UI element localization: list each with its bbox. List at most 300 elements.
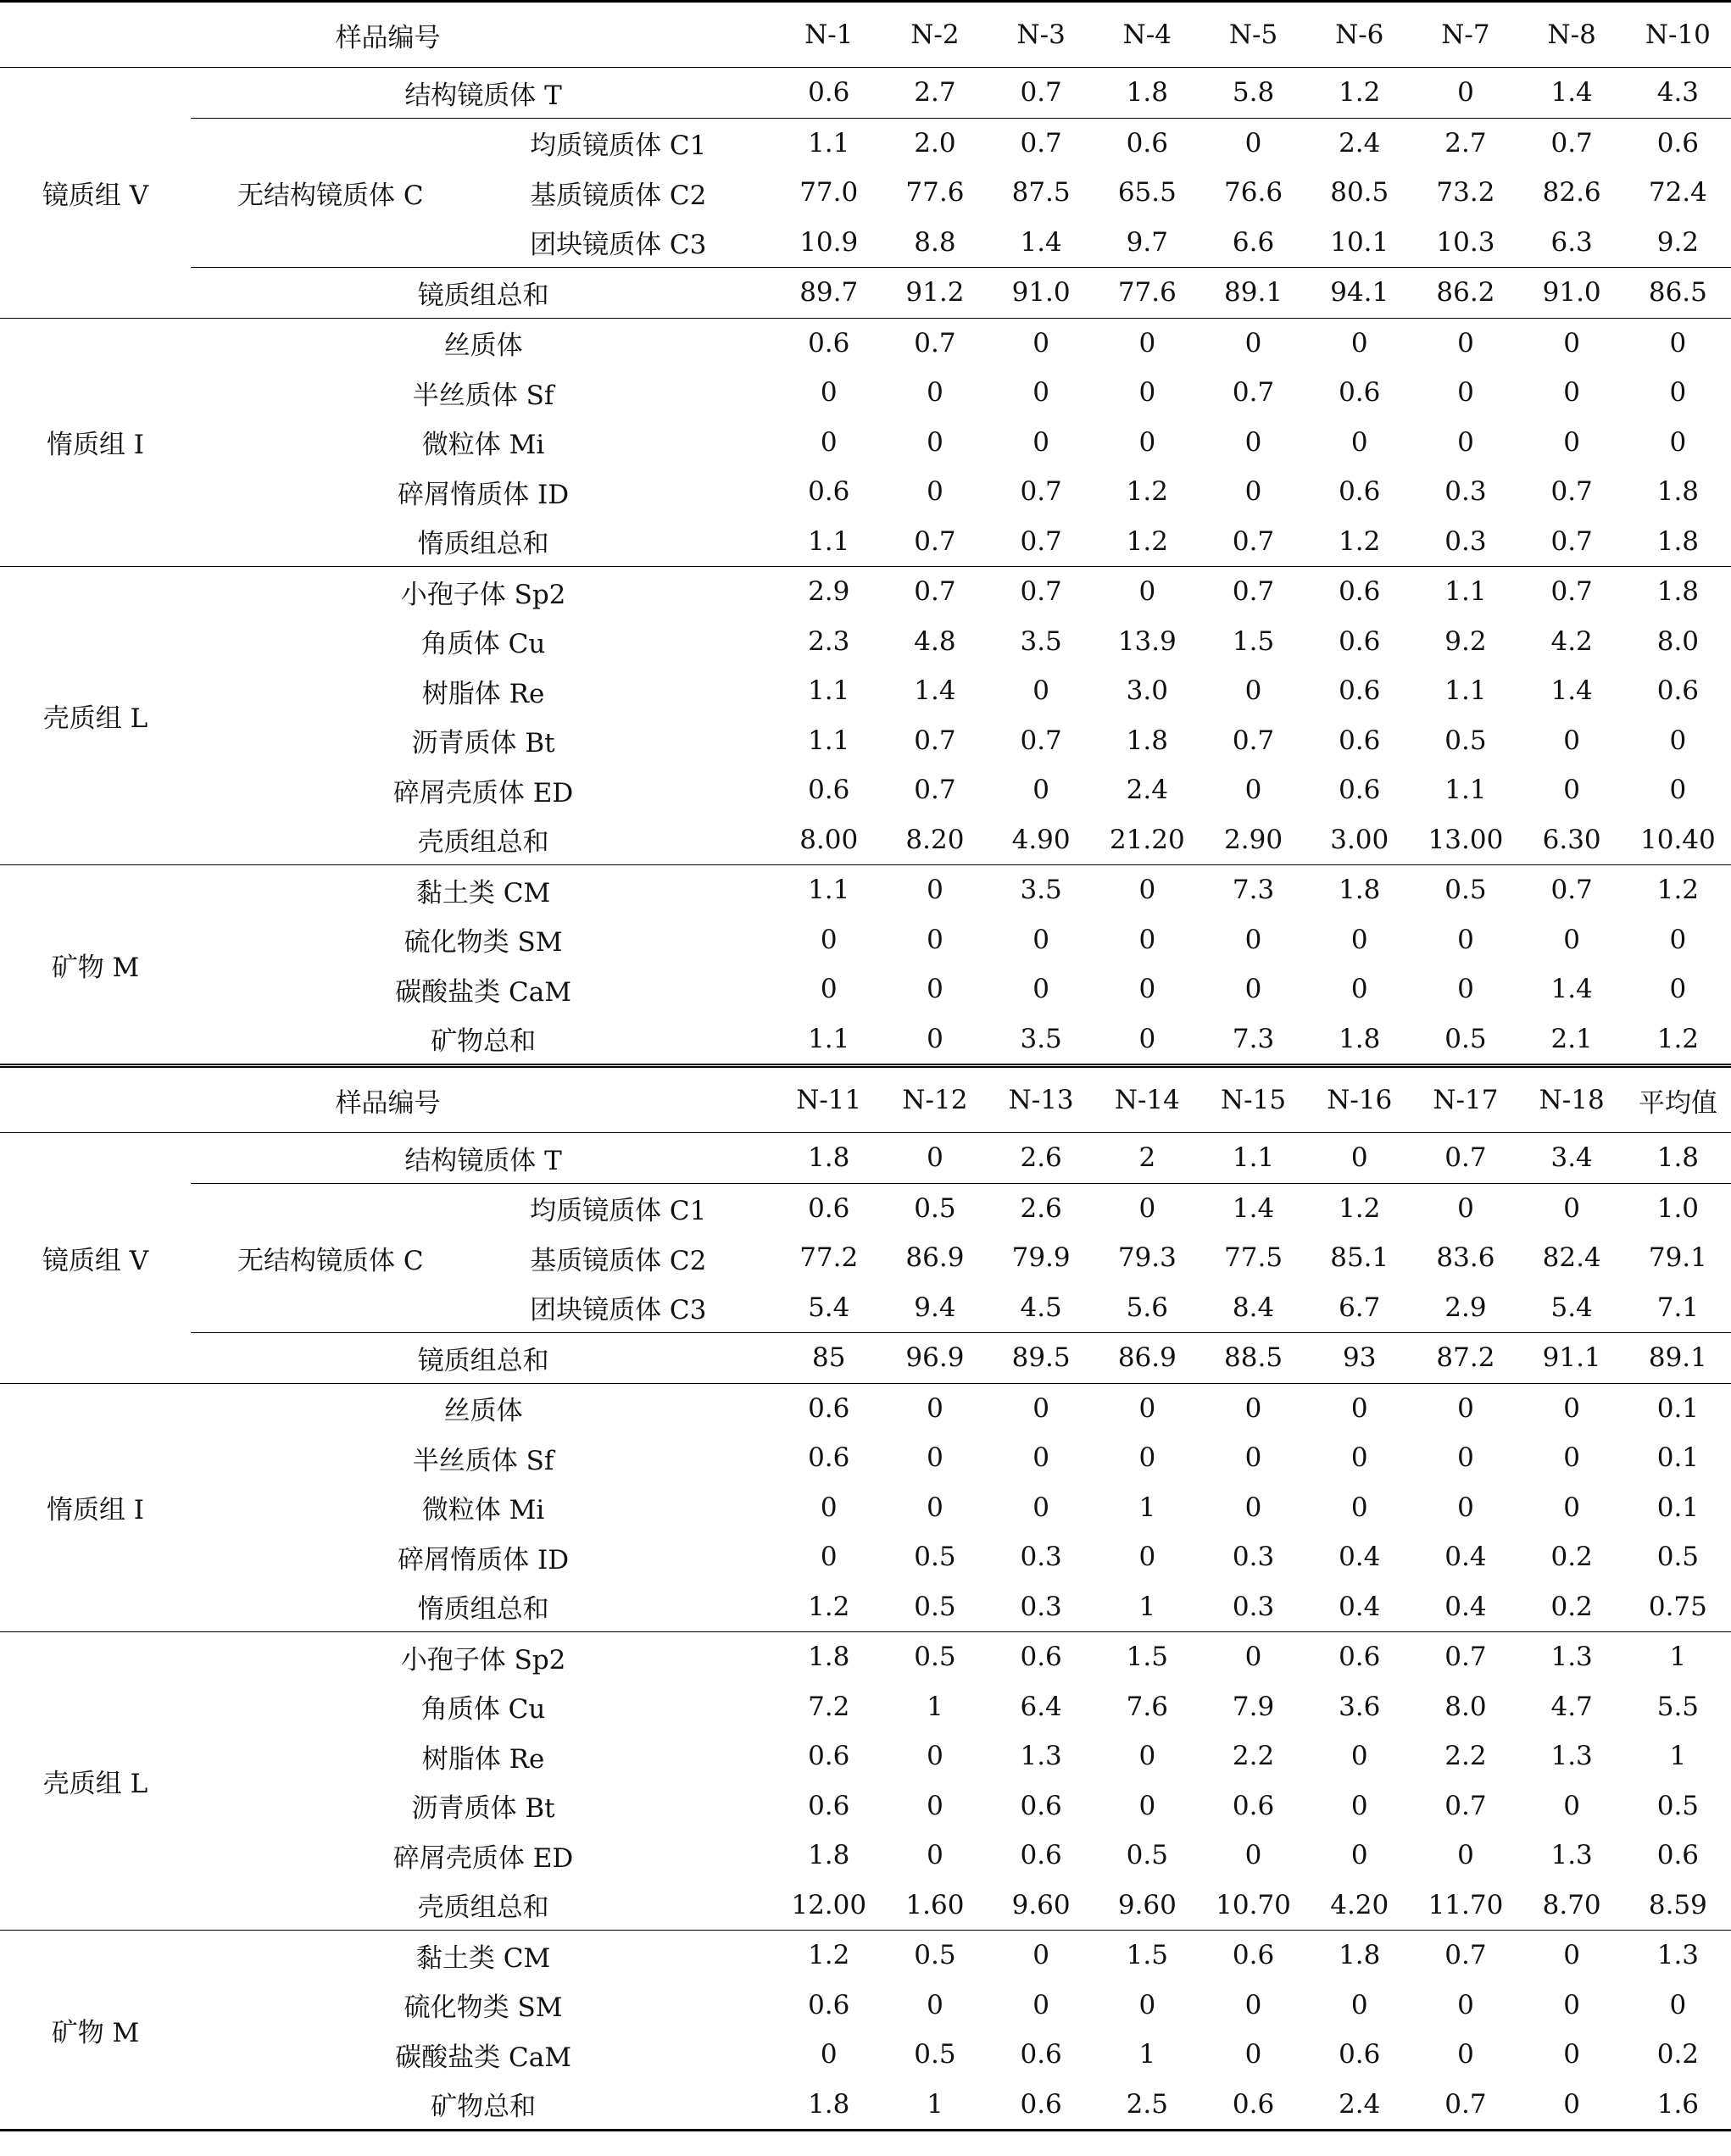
inertinite-row-label: 半丝质体 Sf bbox=[412, 380, 554, 411]
telinite-label: 结构镜质体 T bbox=[191, 1133, 776, 1184]
mineral-value: 0 bbox=[1669, 974, 1687, 1005]
liptinite-row-label: 碎屑壳质体 ED bbox=[392, 777, 574, 808]
inertinite-value: 0 bbox=[882, 1383, 988, 1433]
inertinite-group-label: 惰质组 I bbox=[0, 318, 191, 567]
liptinite-value: 11.70 bbox=[1428, 1889, 1504, 1920]
mineral-value: 0 bbox=[1457, 924, 1474, 955]
liptinite-value: 2.3 bbox=[808, 625, 850, 657]
liptinite-row-label: 小孢子体 Sp2 bbox=[191, 1632, 776, 1682]
mineral-value: 0 bbox=[927, 924, 943, 955]
mineral-group-label: 矿物 M bbox=[0, 1931, 191, 2131]
table-row bbox=[0, 865, 1731, 915]
inertinite-value: 0 bbox=[1457, 377, 1474, 408]
c3-value: 5.4 bbox=[1550, 1292, 1593, 1323]
liptinite-value: 0.7 bbox=[882, 567, 988, 617]
c3-value: 6.6 bbox=[1232, 226, 1275, 258]
mineral-value: 0.6 bbox=[808, 1989, 850, 2020]
c2-value: 72.4 bbox=[1648, 177, 1707, 208]
liptinite-row-label: 树脂体 Re bbox=[421, 1743, 545, 1775]
column-header: N-15 bbox=[1200, 1066, 1306, 1133]
liptinite-value: 0 bbox=[1350, 1741, 1368, 1772]
liptinite-value: 1.1 bbox=[1412, 567, 1518, 617]
inertinite-value: 1.2 bbox=[1339, 525, 1381, 557]
inertinite-value: 0 bbox=[1244, 1492, 1262, 1523]
c2-label: 基质镜质体 C2 bbox=[530, 180, 707, 211]
c1-value: 2.6 bbox=[988, 1183, 1094, 1233]
inertinite-value: 0 bbox=[1669, 377, 1687, 408]
liptinite-value: 9.60 bbox=[1117, 1889, 1177, 1920]
liptinite-value: 0 bbox=[1032, 775, 1049, 806]
mineral-value: 0.6 bbox=[988, 2080, 1094, 2131]
liptinite-value: 8.59 bbox=[1648, 1889, 1707, 1920]
column-header: N-3 bbox=[988, 2, 1094, 68]
c1-value: 0.6 bbox=[1625, 118, 1731, 168]
inertinite-value: 0.7 bbox=[882, 318, 988, 368]
inertinite-row-label: 微粒体 Mi bbox=[421, 1495, 545, 1526]
inertinite-value: 1.8 bbox=[1656, 525, 1700, 557]
telinite-value: 5.8 bbox=[1200, 68, 1306, 119]
mineral-value: 0 bbox=[1457, 1989, 1474, 2020]
column-header: N-14 bbox=[1094, 1066, 1200, 1133]
liptinite-value: 4.8 bbox=[914, 625, 956, 657]
liptinite-value: 8.0 bbox=[1444, 1691, 1487, 1722]
vitrinite-total-value: 89.1 bbox=[1200, 268, 1306, 319]
inertinite-value: 0 bbox=[1563, 426, 1581, 458]
inertinite-value: 0 bbox=[1032, 426, 1049, 458]
liptinite-value: 0 bbox=[1669, 775, 1687, 806]
liptinite-value: 1.5 bbox=[1232, 625, 1275, 657]
mineral-value: 0 bbox=[882, 865, 988, 915]
mineral-value: 0 bbox=[1138, 924, 1156, 955]
inertinite-value: 1.8 bbox=[1656, 476, 1700, 508]
liptinite-value: 7.9 bbox=[1232, 1691, 1275, 1722]
mineral-value: 1 bbox=[882, 2080, 988, 2131]
inertinite-value: 0.6 bbox=[808, 476, 850, 508]
mineral-value: 0 bbox=[1563, 1989, 1581, 2020]
mineral-value: 1.3 bbox=[1625, 1931, 1731, 1981]
mineral-value: 0 bbox=[927, 974, 943, 1005]
c2-value: 83.6 bbox=[1436, 1242, 1495, 1274]
liptinite-value: 2.4 bbox=[1126, 775, 1168, 806]
table-row bbox=[0, 765, 1731, 815]
column-header: N-4 bbox=[1094, 2, 1200, 68]
telinite-value: 1.8 bbox=[1625, 1133, 1731, 1184]
inertinite-value: 0 bbox=[1244, 476, 1262, 508]
mineral-value: 0 bbox=[1519, 1931, 1625, 1981]
c3-value: 6.7 bbox=[1339, 1292, 1381, 1323]
liptinite-value: 1.3 bbox=[1020, 1741, 1062, 1772]
inertinite-value: 0.7 bbox=[1550, 476, 1593, 508]
column-header: N-13 bbox=[988, 1066, 1094, 1133]
mineral-value: 0 bbox=[1350, 924, 1368, 955]
telinite-value: 0 bbox=[1306, 1133, 1412, 1184]
c3-value: 2.9 bbox=[1444, 1292, 1487, 1323]
liptinite-value: 4.2 bbox=[1550, 625, 1593, 657]
liptinite-value: 0.6 bbox=[1306, 1632, 1412, 1682]
mineral-value: 0 bbox=[1244, 924, 1262, 955]
mineral-value: 0.6 bbox=[1020, 2039, 1062, 2070]
inertinite-row-label: 丝质体 bbox=[191, 318, 776, 368]
c3-value: 9.2 bbox=[1656, 226, 1700, 258]
inertinite-value: 0.3 bbox=[1444, 525, 1487, 557]
mineral-value: 0 bbox=[1032, 974, 1049, 1005]
liptinite-value: 0 bbox=[1563, 725, 1581, 756]
liptinite-value: 0.6 bbox=[988, 1632, 1094, 1682]
c2-value: 79.9 bbox=[1011, 1242, 1071, 1274]
inertinite-value: 0 bbox=[1457, 426, 1474, 458]
inertinite-value: 0.5 bbox=[914, 1591, 956, 1622]
liptinite-value: 0 bbox=[1457, 1840, 1474, 1871]
inertinite-value: 0.1 bbox=[1656, 1492, 1700, 1523]
liptinite-group-label: 壳质组 L bbox=[0, 567, 191, 865]
table-row bbox=[0, 418, 1731, 468]
telinite-value: 4.3 bbox=[1625, 68, 1731, 119]
inertinite-value: 0.2 bbox=[1550, 1542, 1593, 1573]
mineral-value: 0.5 bbox=[882, 1931, 988, 1981]
inertinite-value: 0.7 bbox=[1232, 377, 1275, 408]
c3-value: 5.6 bbox=[1126, 1292, 1168, 1323]
inertinite-value: 0 bbox=[1032, 1442, 1049, 1474]
mineral-value: 2.5 bbox=[1094, 2080, 1200, 2131]
liptinite-value: 21.20 bbox=[1109, 824, 1185, 855]
inertinite-value: 1.2 bbox=[1126, 525, 1168, 557]
inertinite-value: 0 bbox=[1563, 1442, 1581, 1474]
liptinite-row-label: 角质体 Cu bbox=[420, 629, 546, 660]
table-row bbox=[0, 1333, 1731, 1384]
liptinite-value: 0.6 bbox=[808, 1741, 850, 1772]
c3-value: 10.3 bbox=[1436, 226, 1495, 258]
mineral-value: 0 bbox=[1350, 974, 1368, 1005]
inertinite-value: 0 bbox=[1350, 1442, 1368, 1474]
liptinite-value: 4.7 bbox=[1550, 1691, 1593, 1722]
mineral-value: 0 bbox=[1563, 2039, 1581, 2070]
inertinite-value: 0.3 bbox=[1232, 1542, 1275, 1573]
telinite-value: 2.6 bbox=[988, 1133, 1094, 1184]
collinite-label: 无结构镜质体 C bbox=[191, 1183, 521, 1333]
liptinite-value: 0.7 bbox=[914, 775, 956, 806]
liptinite-value: 0.5 bbox=[882, 1632, 988, 1682]
inertinite-value: 0 bbox=[1244, 1442, 1262, 1474]
mineral-value: 3.5 bbox=[988, 865, 1094, 915]
c2-value: 80.5 bbox=[1330, 177, 1389, 208]
inertinite-row-label: 半丝质体 Sf bbox=[412, 1445, 554, 1476]
c1-value: 2.4 bbox=[1306, 118, 1412, 168]
liptinite-row-label: 碎屑壳质体 ED bbox=[392, 1842, 574, 1874]
vitrinite-total-value: 86.9 bbox=[1094, 1333, 1200, 1384]
inertinite-row-label: 碎屑惰质体 ID bbox=[398, 1544, 570, 1575]
c3-value: 8.8 bbox=[914, 226, 956, 258]
mineral-value: 1.8 bbox=[1339, 1023, 1381, 1054]
liptinite-value: 1 bbox=[1669, 1741, 1687, 1772]
liptinite-value: 6.4 bbox=[1020, 1691, 1062, 1722]
liptinite-value: 13.9 bbox=[1117, 625, 1177, 657]
inertinite-value: 0.3 bbox=[1020, 1591, 1062, 1622]
c1-value: 0 bbox=[1094, 1183, 1200, 1233]
c3-value: 9.4 bbox=[914, 1292, 956, 1323]
telinite-value: 2.7 bbox=[882, 68, 988, 119]
mineral-value: 0.5 bbox=[1412, 865, 1518, 915]
telinite-value: 1.1 bbox=[1200, 1133, 1306, 1184]
inertinite-value: 0 bbox=[1032, 377, 1049, 408]
table-row bbox=[0, 666, 1731, 716]
vitrinite-total-value: 91.1 bbox=[1519, 1333, 1625, 1384]
mineral-value: 0 bbox=[1138, 1023, 1156, 1054]
liptinite-row-label: 沥青质体 Bt bbox=[411, 728, 555, 759]
mineral-value: 0 bbox=[820, 974, 838, 1005]
liptinite-value: 9.60 bbox=[1011, 1889, 1071, 1920]
inertinite-value: 0.7 bbox=[1020, 525, 1062, 557]
table-row bbox=[0, 1831, 1731, 1881]
table-row bbox=[0, 318, 1731, 368]
c1-value: 2.7 bbox=[1412, 118, 1518, 168]
vitrinite-total-value: 77.6 bbox=[1094, 268, 1200, 319]
mineral-row-label: 矿物总和 bbox=[431, 1026, 537, 1058]
mineral-value: 0 bbox=[1138, 974, 1156, 1005]
liptinite-value: 12.00 bbox=[791, 1889, 867, 1920]
liptinite-value: 0 bbox=[1350, 1840, 1368, 1871]
inertinite-value: 0.5 bbox=[1656, 1542, 1700, 1573]
liptinite-value: 0 bbox=[1244, 1840, 1262, 1871]
liptinite-value: 1.1 bbox=[808, 725, 850, 756]
liptinite-value: 1.60 bbox=[905, 1889, 965, 1920]
table-row bbox=[0, 1881, 1731, 1931]
c3-value: 10.9 bbox=[799, 226, 859, 258]
inertinite-row-label: 碎屑惰质体 ID bbox=[398, 479, 570, 510]
inertinite-value: 0 bbox=[1519, 1383, 1625, 1433]
inertinite-value: 0.7 bbox=[1550, 525, 1593, 557]
mineral-value: 1.8 bbox=[776, 2080, 882, 2131]
inertinite-value: 0 bbox=[820, 1542, 838, 1573]
telinite-value: 0.7 bbox=[988, 68, 1094, 119]
mineral-value: 0.6 bbox=[1339, 2039, 1381, 2070]
table-row bbox=[0, 1183, 1731, 1233]
liptinite-value: 0.7 bbox=[1519, 567, 1625, 617]
c1-label: 均质镜质体 C1 bbox=[521, 1183, 776, 1233]
mineral-row-label: 硫化物类 SM bbox=[404, 927, 563, 959]
c1-value: 1.0 bbox=[1625, 1183, 1731, 1233]
mineral-value: 1.4 bbox=[1550, 974, 1593, 1005]
mineral-row-label: 黏土类 CM bbox=[191, 1931, 776, 1981]
inertinite-value: 0.3 bbox=[1020, 1542, 1062, 1573]
liptinite-value: 0 bbox=[927, 1741, 943, 1772]
liptinite-value: 1 bbox=[927, 1691, 943, 1722]
sample-id-header: 样品编号 bbox=[0, 2, 776, 68]
inertinite-value: 0 bbox=[1350, 426, 1368, 458]
column-header: N-11 bbox=[776, 1066, 882, 1133]
mineral-value: 0 bbox=[820, 924, 838, 955]
c3-label: 团块镜质体 C3 bbox=[530, 230, 707, 261]
table-row bbox=[0, 68, 1731, 119]
table-row bbox=[0, 2080, 1731, 2131]
table-row bbox=[0, 467, 1731, 517]
vitrinite-total-value: 87.2 bbox=[1412, 1333, 1518, 1384]
c2-value: 87.5 bbox=[1011, 177, 1071, 208]
liptinite-value: 0.6 bbox=[1656, 1840, 1700, 1871]
vitrinite-total-value: 91.0 bbox=[988, 268, 1094, 319]
liptinite-value: 1.8 bbox=[808, 1840, 850, 1871]
c3-value: 10.1 bbox=[1330, 226, 1389, 258]
inertinite-value: 0 bbox=[927, 426, 943, 458]
liptinite-value: 0.6 bbox=[1339, 675, 1381, 707]
liptinite-value: 0.7 bbox=[1200, 567, 1306, 617]
table-row bbox=[0, 1781, 1731, 1831]
liptinite-value: 0.7 bbox=[988, 567, 1094, 617]
mineral-row-label: 碳酸盐类 CaM bbox=[395, 2042, 571, 2073]
liptinite-value: 2.2 bbox=[1444, 1741, 1487, 1772]
liptinite-value: 4.20 bbox=[1330, 1889, 1389, 1920]
liptinite-value: 0.6 bbox=[808, 775, 850, 806]
liptinite-value: 0.6 bbox=[1306, 567, 1412, 617]
inertinite-value: 1 bbox=[1138, 1591, 1156, 1622]
mineral-value: 0 bbox=[1244, 1989, 1262, 2020]
telinite-value: 1.4 bbox=[1519, 68, 1625, 119]
c2-value: 77.5 bbox=[1224, 1242, 1283, 1274]
inertinite-value: 0 bbox=[1094, 318, 1200, 368]
vitrinite-total-value: 85 bbox=[776, 1333, 882, 1384]
telinite-label: 结构镜质体 T bbox=[191, 68, 776, 119]
table-row bbox=[0, 1931, 1731, 1981]
liptinite-value: 8.20 bbox=[905, 824, 965, 855]
c1-label: 均质镜质体 C1 bbox=[521, 118, 776, 168]
column-header: N-7 bbox=[1412, 2, 1518, 68]
table-row bbox=[0, 2030, 1731, 2080]
liptinite-value: 0.5 bbox=[1444, 725, 1487, 756]
liptinite-value: 1.1 bbox=[1444, 775, 1487, 806]
vitrinite-total-value: 94.1 bbox=[1306, 268, 1412, 319]
c2-value: 76.6 bbox=[1224, 177, 1283, 208]
mineral-row-label: 碳酸盐类 CaM bbox=[395, 976, 571, 1008]
liptinite-value: 0 bbox=[1350, 1790, 1368, 1821]
inertinite-value: 0 bbox=[927, 1442, 943, 1474]
liptinite-value: 4.90 bbox=[1011, 824, 1071, 855]
column-header: N-12 bbox=[882, 1066, 988, 1133]
table-row bbox=[0, 517, 1731, 567]
liptinite-value: 7.6 bbox=[1126, 1691, 1168, 1722]
c2-label: 基质镜质体 C2 bbox=[530, 1245, 707, 1276]
inertinite-value: 0 bbox=[1306, 318, 1412, 368]
liptinite-value: 1.3 bbox=[1550, 1741, 1593, 1772]
inertinite-row-label: 惰质组总和 bbox=[417, 529, 549, 560]
c2-value: 82.6 bbox=[1542, 177, 1601, 208]
telinite-value: 2 bbox=[1094, 1133, 1200, 1184]
inertinite-value: 0.7 bbox=[914, 525, 956, 557]
table-row bbox=[0, 567, 1731, 617]
c1-value: 0 bbox=[1519, 1183, 1625, 1233]
table-row bbox=[0, 1632, 1731, 1682]
inertinite-value: 0 bbox=[1457, 1492, 1474, 1523]
inertinite-value: 0 bbox=[1138, 1442, 1156, 1474]
telinite-value: 1.8 bbox=[1094, 68, 1200, 119]
mineral-value: 1.6 bbox=[1625, 2080, 1731, 2131]
mineral-value: 1.1 bbox=[808, 1023, 850, 1054]
liptinite-value: 1.5 bbox=[1094, 1632, 1200, 1682]
inertinite-value: 1.1 bbox=[808, 525, 850, 557]
liptinite-value: 0.7 bbox=[914, 725, 956, 756]
mineral-value: 0.7 bbox=[1412, 1931, 1518, 1981]
mineral-value: 1.1 bbox=[776, 865, 882, 915]
mineral-value: 0.7 bbox=[1519, 865, 1625, 915]
liptinite-value: 1.1 bbox=[808, 675, 850, 707]
liptinite-value: 0.7 bbox=[1020, 725, 1062, 756]
c1-value: 0 bbox=[1200, 118, 1306, 168]
mineral-value: 0 bbox=[1457, 2039, 1474, 2070]
liptinite-value: 0.6 bbox=[808, 1790, 850, 1821]
c1-value: 0.5 bbox=[882, 1183, 988, 1233]
inertinite-value: 0 bbox=[1306, 1383, 1412, 1433]
mineral-value: 0.6 bbox=[1200, 2080, 1306, 2131]
liptinite-row-label: 树脂体 Re bbox=[421, 678, 545, 709]
liptinite-value: 9.2 bbox=[1444, 625, 1487, 657]
c2-value: 85.1 bbox=[1330, 1242, 1389, 1274]
liptinite-value: 10.40 bbox=[1640, 824, 1716, 855]
c1-value: 1.4 bbox=[1200, 1183, 1306, 1233]
telinite-value: 3.4 bbox=[1519, 1133, 1625, 1184]
liptinite-value: 3.5 bbox=[1020, 625, 1062, 657]
liptinite-value: 1.4 bbox=[914, 675, 956, 707]
liptinite-value: 0.7 bbox=[1232, 725, 1275, 756]
table-row bbox=[0, 1731, 1731, 1781]
inertinite-value: 0.7 bbox=[1232, 525, 1275, 557]
liptinite-value: 0.6 bbox=[1656, 675, 1700, 707]
liptinite-value: 1.3 bbox=[1550, 1840, 1593, 1871]
table-row bbox=[0, 118, 1731, 168]
inertinite-value: 0 bbox=[1563, 377, 1581, 408]
inertinite-value: 0.6 bbox=[776, 1383, 882, 1433]
mineral-row-label: 矿物总和 bbox=[191, 2080, 776, 2131]
vitrinite-total-value: 96.9 bbox=[882, 1333, 988, 1384]
column-header: N-17 bbox=[1412, 1066, 1518, 1133]
liptinite-value: 0 bbox=[927, 1840, 943, 1871]
liptinite-value: 1.3 bbox=[1519, 1632, 1625, 1682]
mineral-value: 0 bbox=[988, 1931, 1094, 1981]
mineral-value: 7.3 bbox=[1232, 1023, 1275, 1054]
inertinite-value: 0.6 bbox=[1339, 377, 1381, 408]
mineral-value: 0 bbox=[1669, 1989, 1687, 2020]
mineral-value: 7.3 bbox=[1200, 865, 1306, 915]
inertinite-value: 0 bbox=[927, 377, 943, 408]
liptinite-value: 1.1 bbox=[1444, 675, 1487, 707]
telinite-value: 0 bbox=[1412, 68, 1518, 119]
mineral-value: 0 bbox=[1457, 974, 1474, 1005]
inertinite-value: 0 bbox=[1350, 1492, 1368, 1523]
column-header: N-2 bbox=[882, 2, 988, 68]
inertinite-value: 0 bbox=[1138, 426, 1156, 458]
inertinite-value: 0.2 bbox=[1550, 1591, 1593, 1622]
table-row bbox=[0, 1682, 1731, 1732]
inertinite-value: 0 bbox=[1669, 426, 1687, 458]
mineral-value: 0 bbox=[927, 1989, 943, 2020]
liptinite-value: 3.0 bbox=[1126, 675, 1168, 707]
liptinite-value: 2.2 bbox=[1232, 1741, 1275, 1772]
table-row bbox=[0, 1582, 1731, 1632]
inertinite-value: 0.7 bbox=[1020, 476, 1062, 508]
mineral-value: 0.5 bbox=[914, 2039, 956, 2070]
mineral-value: 1.8 bbox=[1306, 865, 1412, 915]
inertinite-value: 0.3 bbox=[1444, 476, 1487, 508]
inertinite-value: 0.4 bbox=[1339, 1591, 1381, 1622]
telinite-value: 1.2 bbox=[1306, 68, 1412, 119]
table-row bbox=[0, 268, 1731, 319]
inertinite-value: 0 bbox=[1412, 318, 1518, 368]
liptinite-value: 8.00 bbox=[799, 824, 859, 855]
mineral-value: 0 bbox=[1563, 924, 1581, 955]
inertinite-value: 0.4 bbox=[1339, 1542, 1381, 1573]
table-row bbox=[0, 1532, 1731, 1582]
liptinite-value: 0.6 bbox=[1232, 1790, 1275, 1821]
mineral-value: 0 bbox=[1244, 974, 1262, 1005]
mineral-value: 1.2 bbox=[1625, 865, 1731, 915]
liptinite-value: 0 bbox=[1563, 775, 1581, 806]
